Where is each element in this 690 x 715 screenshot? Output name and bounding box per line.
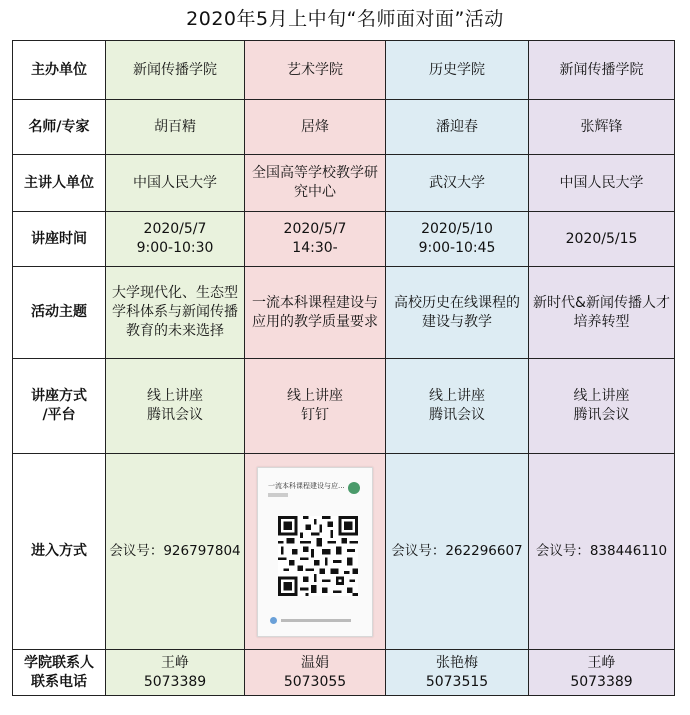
- format-cell: [245, 359, 386, 454]
- speaker-unit-cell: 中国人民大学: [529, 155, 675, 212]
- row-expert: [13, 100, 675, 155]
- time-hours: 9:00-10:45: [418, 240, 496, 256]
- host-cell: 历史学院: [386, 41, 529, 100]
- schedule-table: [12, 40, 675, 696]
- qr-screenshot[interactable]: [257, 467, 373, 637]
- speaker-unit-cell: 中国人民大学: [106, 155, 245, 212]
- expert-cell: 居烽: [245, 100, 386, 155]
- topic-cell: 高校历史在线课程的建设与教学: [386, 267, 529, 359]
- format-label-line: /平台: [42, 407, 76, 423]
- format-mode: 线上讲座: [147, 388, 203, 404]
- format-label-line: 讲座方式: [31, 388, 87, 404]
- speaker-unit-cell: 全国高等学校教学研究中心: [245, 155, 386, 212]
- expert-cell: 胡百精: [106, 100, 245, 155]
- row-host: [13, 41, 675, 100]
- row-label-expert: 名师/专家: [13, 100, 106, 155]
- time-date: 2020/5/7: [143, 221, 207, 237]
- format-cell: [106, 359, 245, 454]
- contact-cell: [386, 650, 529, 696]
- meeting-id-cell: 会议号：926797804: [106, 454, 245, 650]
- app-badge-icon: [348, 482, 360, 494]
- format-mode: 线上讲座: [573, 388, 630, 404]
- contact-name: 王峥: [587, 654, 616, 671]
- format-mode: 线上讲座: [287, 388, 343, 404]
- contact-phone: 5073515: [425, 673, 489, 690]
- qr-caption: 一流本科课程建设与应...: [268, 481, 345, 490]
- time-date: 2020/5/15: [565, 230, 638, 247]
- time-cell: [245, 212, 386, 267]
- time-cell: [386, 212, 529, 267]
- page-title: 2020年5月上中旬“名师面对面”活动: [186, 8, 504, 30]
- topic-cell: 一流本科课程建设与应用的教学质量要求: [245, 267, 386, 359]
- row-contact: [13, 650, 675, 696]
- contact-cell: [529, 650, 675, 696]
- row-access: [13, 454, 675, 650]
- contact-cell: [106, 650, 245, 696]
- row-time: [13, 212, 675, 267]
- expert-cell: 潘迎春: [386, 100, 529, 155]
- info-icon: [270, 617, 277, 624]
- host-cell: 新闻传播学院: [106, 41, 245, 100]
- time-hours: 9:00-10:30: [136, 240, 214, 256]
- row-label-access: 进入方式: [13, 454, 106, 650]
- meeting-id-cell: 会议号：262296607: [386, 454, 529, 650]
- topic-cell: 大学现代化、生态型学科体系与新闻传播教育的未来选择: [106, 267, 245, 359]
- expert-cell: 张辉锋: [529, 100, 675, 155]
- qr-footer-text: [281, 619, 351, 622]
- qr-cell: [245, 454, 386, 650]
- format-cell: [386, 359, 529, 454]
- format-platform: 钉钉: [301, 407, 329, 423]
- format-mode: 线上讲座: [429, 388, 485, 404]
- contact-name: 温娟: [301, 654, 329, 671]
- host-cell: 新闻传播学院: [529, 41, 675, 100]
- speaker-unit-cell: 武汉大学: [386, 155, 529, 212]
- contact-cell: [245, 650, 386, 696]
- row-label-speaker-unit: 主讲人单位: [13, 155, 106, 212]
- time-hours: 14:30-: [292, 240, 338, 256]
- row-speaker-unit: [13, 155, 675, 212]
- time-cell: [106, 212, 245, 267]
- contact-name: 张艳梅: [436, 654, 478, 671]
- qr-footer: [270, 616, 362, 626]
- topic-cell: 新时代&新闻传播人才培养转型: [529, 267, 675, 359]
- contact-phone: 5073389: [143, 673, 207, 690]
- row-label-format: [13, 359, 106, 454]
- contact-label-line: 联系电话: [31, 673, 87, 690]
- row-label-topic: 活动主题: [13, 267, 106, 359]
- time-date: 2020/5/7: [283, 221, 347, 237]
- row-label-contact: [13, 650, 106, 696]
- time-cell: [529, 212, 675, 267]
- qr-subline: [268, 493, 288, 497]
- row-format: [13, 359, 675, 454]
- contact-phone: 5073055: [283, 673, 347, 690]
- time-date: 2020/5/10: [421, 221, 493, 237]
- host-cell: 艺术学院: [245, 41, 386, 100]
- meeting-id-cell: 会议号：838446110: [529, 454, 675, 650]
- format-cell: [529, 359, 675, 454]
- contact-name: 王峥: [161, 654, 189, 671]
- format-platform: 腾讯会议: [573, 407, 630, 423]
- contact-label-line: 学院联系人: [24, 654, 94, 671]
- qr-code-icon: [278, 516, 358, 596]
- format-platform: 腾讯会议: [147, 407, 203, 423]
- row-label-host: 主办单位: [13, 41, 106, 100]
- row-topic: [13, 267, 675, 359]
- format-platform: 腾讯会议: [429, 407, 485, 423]
- contact-phone: 5073389: [570, 673, 633, 690]
- row-label-time: 讲座时间: [13, 212, 106, 267]
